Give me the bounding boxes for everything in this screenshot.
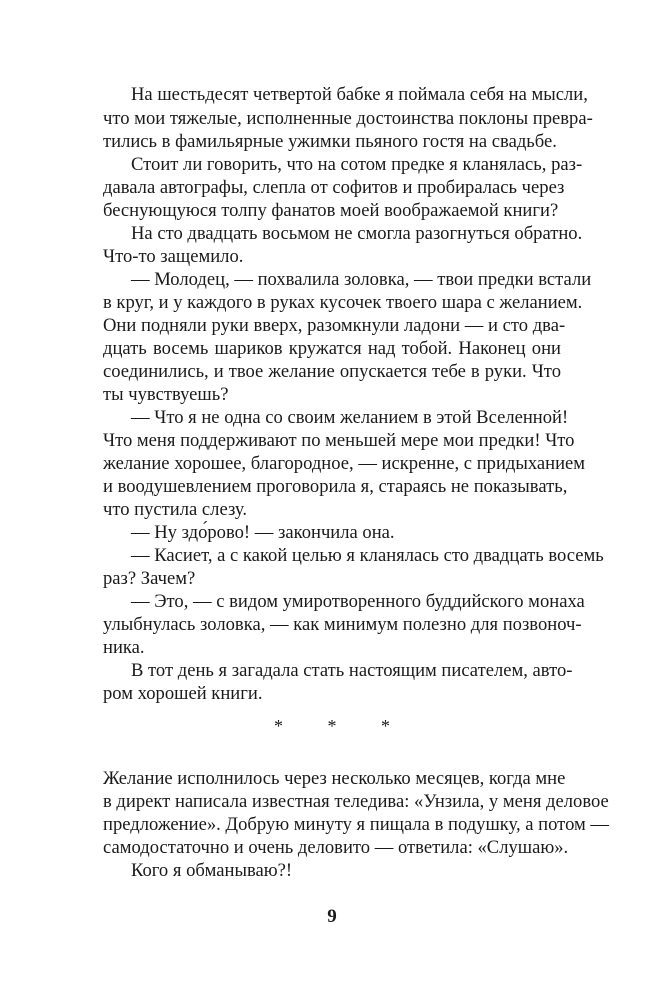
text-line: — Что я не одна со своим желанием в этой Вселенной!	[131, 407, 569, 428]
text-line: Кого я обманываю?!	[131, 860, 293, 881]
text-line: В тот день я загадала стать настоящим писателем, авто-	[131, 660, 573, 681]
text-line: Что меня поддерживают по меньшей мере мои предки! Что	[103, 430, 575, 451]
text-line: Желание исполнилось через несколько месяцев, когда мне	[103, 768, 566, 789]
text-line: — Ну здо́рово! — закончила она.	[131, 522, 395, 543]
text-line: что пустила слезу.	[103, 499, 247, 520]
text-line: в директ написала известная теледива: «Унзила, у меня деловое	[103, 791, 609, 812]
section-separator: * * *	[274, 716, 410, 736]
text-line: давала автографы, слепла от софитов и пробиралась через	[103, 177, 565, 198]
text-line: ты чувствуешь?	[103, 384, 229, 405]
text-line: что мои тяжелые, исполненные достоинства поклоны превра-	[103, 108, 593, 129]
page-number: 9	[327, 906, 337, 927]
text-line: дцать восемь шариков кружатся над тобой. Наконец они	[103, 338, 561, 359]
text-line: желание хорошее, благородное, — искренне, с придыханием	[103, 453, 586, 474]
text-line: ром хорошей книги.	[103, 683, 263, 704]
text-line: предложение». Добрую минуту я пищала в подушку, а потом —	[103, 814, 610, 835]
text-line: — Молодец, — похвалила золовка, — твои предки встали	[131, 269, 592, 290]
text-line: в круг, и у каждого в руках кусочек твоего шара с желанием.	[103, 292, 583, 313]
text-line: самодостаточно и очень деловито — ответила: «Слушаю».	[103, 837, 569, 858]
text-line: тились в фамильярные ужимки пьяного гостя на свадьбе.	[103, 131, 557, 152]
text-line: улыбнулась золовка, — как минимум полезно для позвоноч-	[103, 614, 582, 635]
text-line: — Это, — с видом умиротворенного буддийского монаха	[131, 591, 585, 612]
text-line: Что-то защемило.	[103, 246, 244, 267]
text-line: На шестьдесят четвертой бабке я поймала себя на мысли,	[131, 84, 588, 105]
text-line: — Касиет, а с какой целью я кланялась сто двадцать восемь	[131, 545, 604, 566]
text-line: ника.	[103, 637, 145, 658]
text-line: Они подняли руки вверх, разомкнули ладони — и сто два-	[103, 315, 566, 336]
text-line: На сто двадцать восьмом не смогла разогнуться обратно.	[131, 223, 583, 244]
text-line: соединились, и твое желание опускается тебе в руки. Что	[103, 361, 561, 382]
text-line: беснующуюся толпу фанатов моей воображаемой книги?	[103, 200, 559, 221]
text-line: Стоит ли говорить, что на сотом предке я кланялась, раз-	[131, 154, 583, 175]
text-line: и воодушевлением проговорила я, стараясь не показывать,	[103, 476, 568, 497]
text-line: раз? Зачем?	[103, 568, 196, 589]
